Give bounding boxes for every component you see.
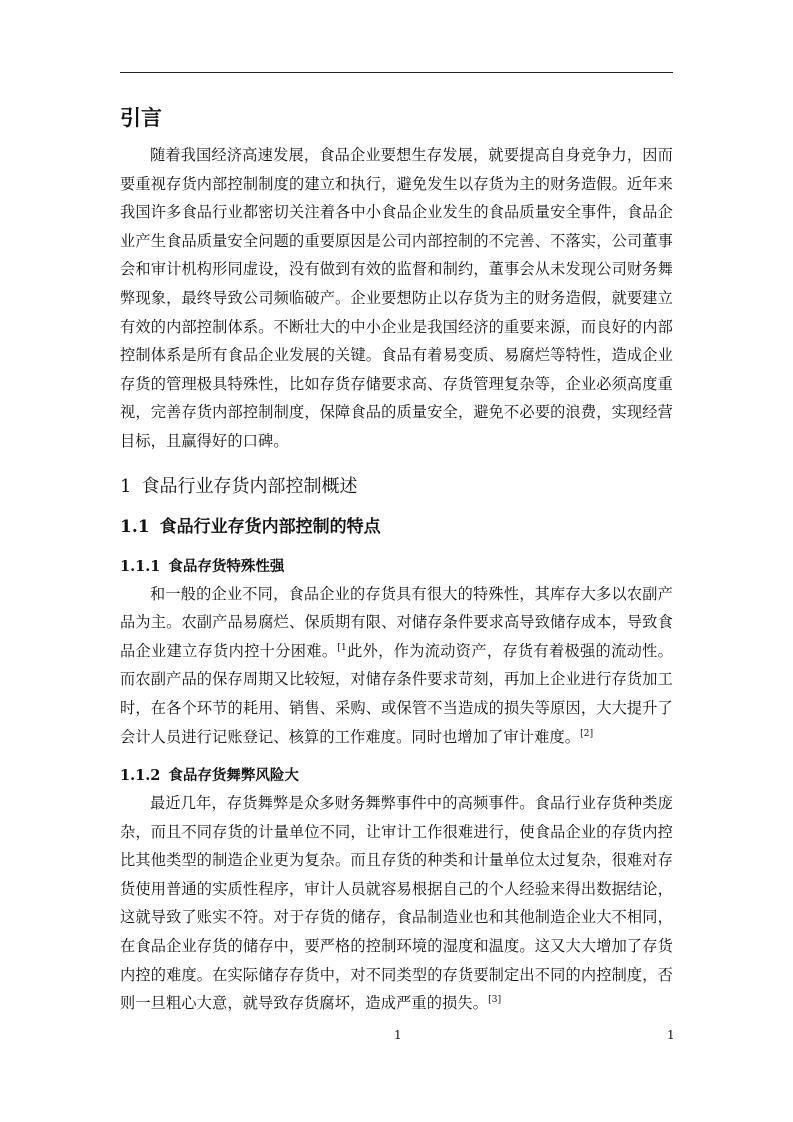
section-1-title: 食品行业存货内部控制概述: [141, 475, 358, 497]
section-1-1-2-heading: [120, 763, 673, 789]
intro-paragraph: 随着我国经济高速发展，食品企业要想生存发展，就要提高自身竞争力，因而要重视存货内部控制制度的建立和执行，避免发生以存货为主的财务造假。近年来我国许多食品行业都密切关注着各中小食品企业发生的食品质量安全事件，食品企业产生食品质量安全问题的重要原因是公司内部控制的不完善、不落实，公司董事会和审计机构形同虚设，没有做到有效的监督和制约，董事会从未发现公司财务舞弊现象，最终导致公司频临破产。企业要想防止以存货为主的财务造假，就要建立有效的内部控制体系。不断壮大的中小企业是我国经济的重要来源，而良好的内部控制体系是所有食品企业发展的关键。食品有着易变质、易腐烂等特性，造成企业存货的管理极具特殊性，比如存货存储要求高、存货管理复杂等，企业必须高度重视，完善存货内部控制制度，保障食品的质量安全，避免不必要的浪费，实现经营目标，且赢得好的口碑。: [120, 146, 673, 450]
section-1-1-number: 1.1: [120, 516, 150, 537]
section-1-heading: [120, 472, 673, 502]
section-1-1-1-paragraph: [120, 580, 673, 752]
section-1-1-1-heading: [120, 554, 673, 580]
citation-3: [3]: [488, 995, 502, 1006]
section-1-1-1-number: 1.1.1: [120, 557, 161, 575]
section-1-1-1-title: 食品存货特殊性强: [168, 557, 285, 575]
section-1-number: 1: [120, 475, 132, 497]
section-1-1-heading: [120, 512, 673, 542]
footer-page-number-right: 1: [667, 1028, 675, 1042]
section-1-1-title: 食品行业存货内部控制的特点: [159, 516, 381, 537]
section-1-1-2-paragraph: [120, 789, 673, 1018]
section-1-1-1-text-a: 和一般的企业不同，食品企业的存货具有很大的特殊性，其库存大多以农副产品为主。农副产品易腐烂、保质期有限、对储存条件要求高导致储存成本，导致食品企业建立存货内控十分困难。: [120, 584, 673, 660]
citation-1: [1: [337, 642, 347, 653]
intro-title: 引言: [120, 106, 162, 130]
section-1-1-1-text-b: 此外，作为流动资产，存货有着极强的流动性。而农副产品的保存周期又比较短，对储存条件要求苛刻，再加上企业进行存货加工时，在各个环节的耗用、销售、采购、或保管不当造成的损失等原因，大大提升了会计人员进行记账登记、核算的工作难度。同时也增加了审计难度。: [120, 641, 673, 746]
page-content: [120, 103, 673, 1018]
section-1-1-2-text: 最近几年，存货舞弊是众多财务舞弊事件中的高频事件。食品行业存货种类庞杂，而且不同存货的计量单位不同，让审计工作很难进行，使食品企业的存货内控比其他类型的制造企业更为复杂。而且存货的种类和计量单位太过复杂，很难对存货使用普通的实质性程序，审计人员就容易根据自己的个人经验来得出数据结论，这就导致了账实不符。对于存货的储存，食品制造业也和其他制造企业大不相同，在食品企业存货的储存中，要严格的控制环境的湿度和温度。这又大大增加了存货内控的难度。在实际储存存货中，对不同类型的存货要制定出不同的内控制度，否则一旦粗心大意，就导致存货腐坏，造成严重的损失。: [120, 794, 673, 1013]
section-1-1-2-number: 1.1.2: [120, 767, 161, 785]
header-rule: [120, 72, 673, 73]
section-1-1-2-title: 食品存货舞弊风险大: [168, 767, 299, 785]
footer-page-number-center: 1: [394, 1028, 402, 1042]
citation-2: [2]: [580, 728, 594, 739]
